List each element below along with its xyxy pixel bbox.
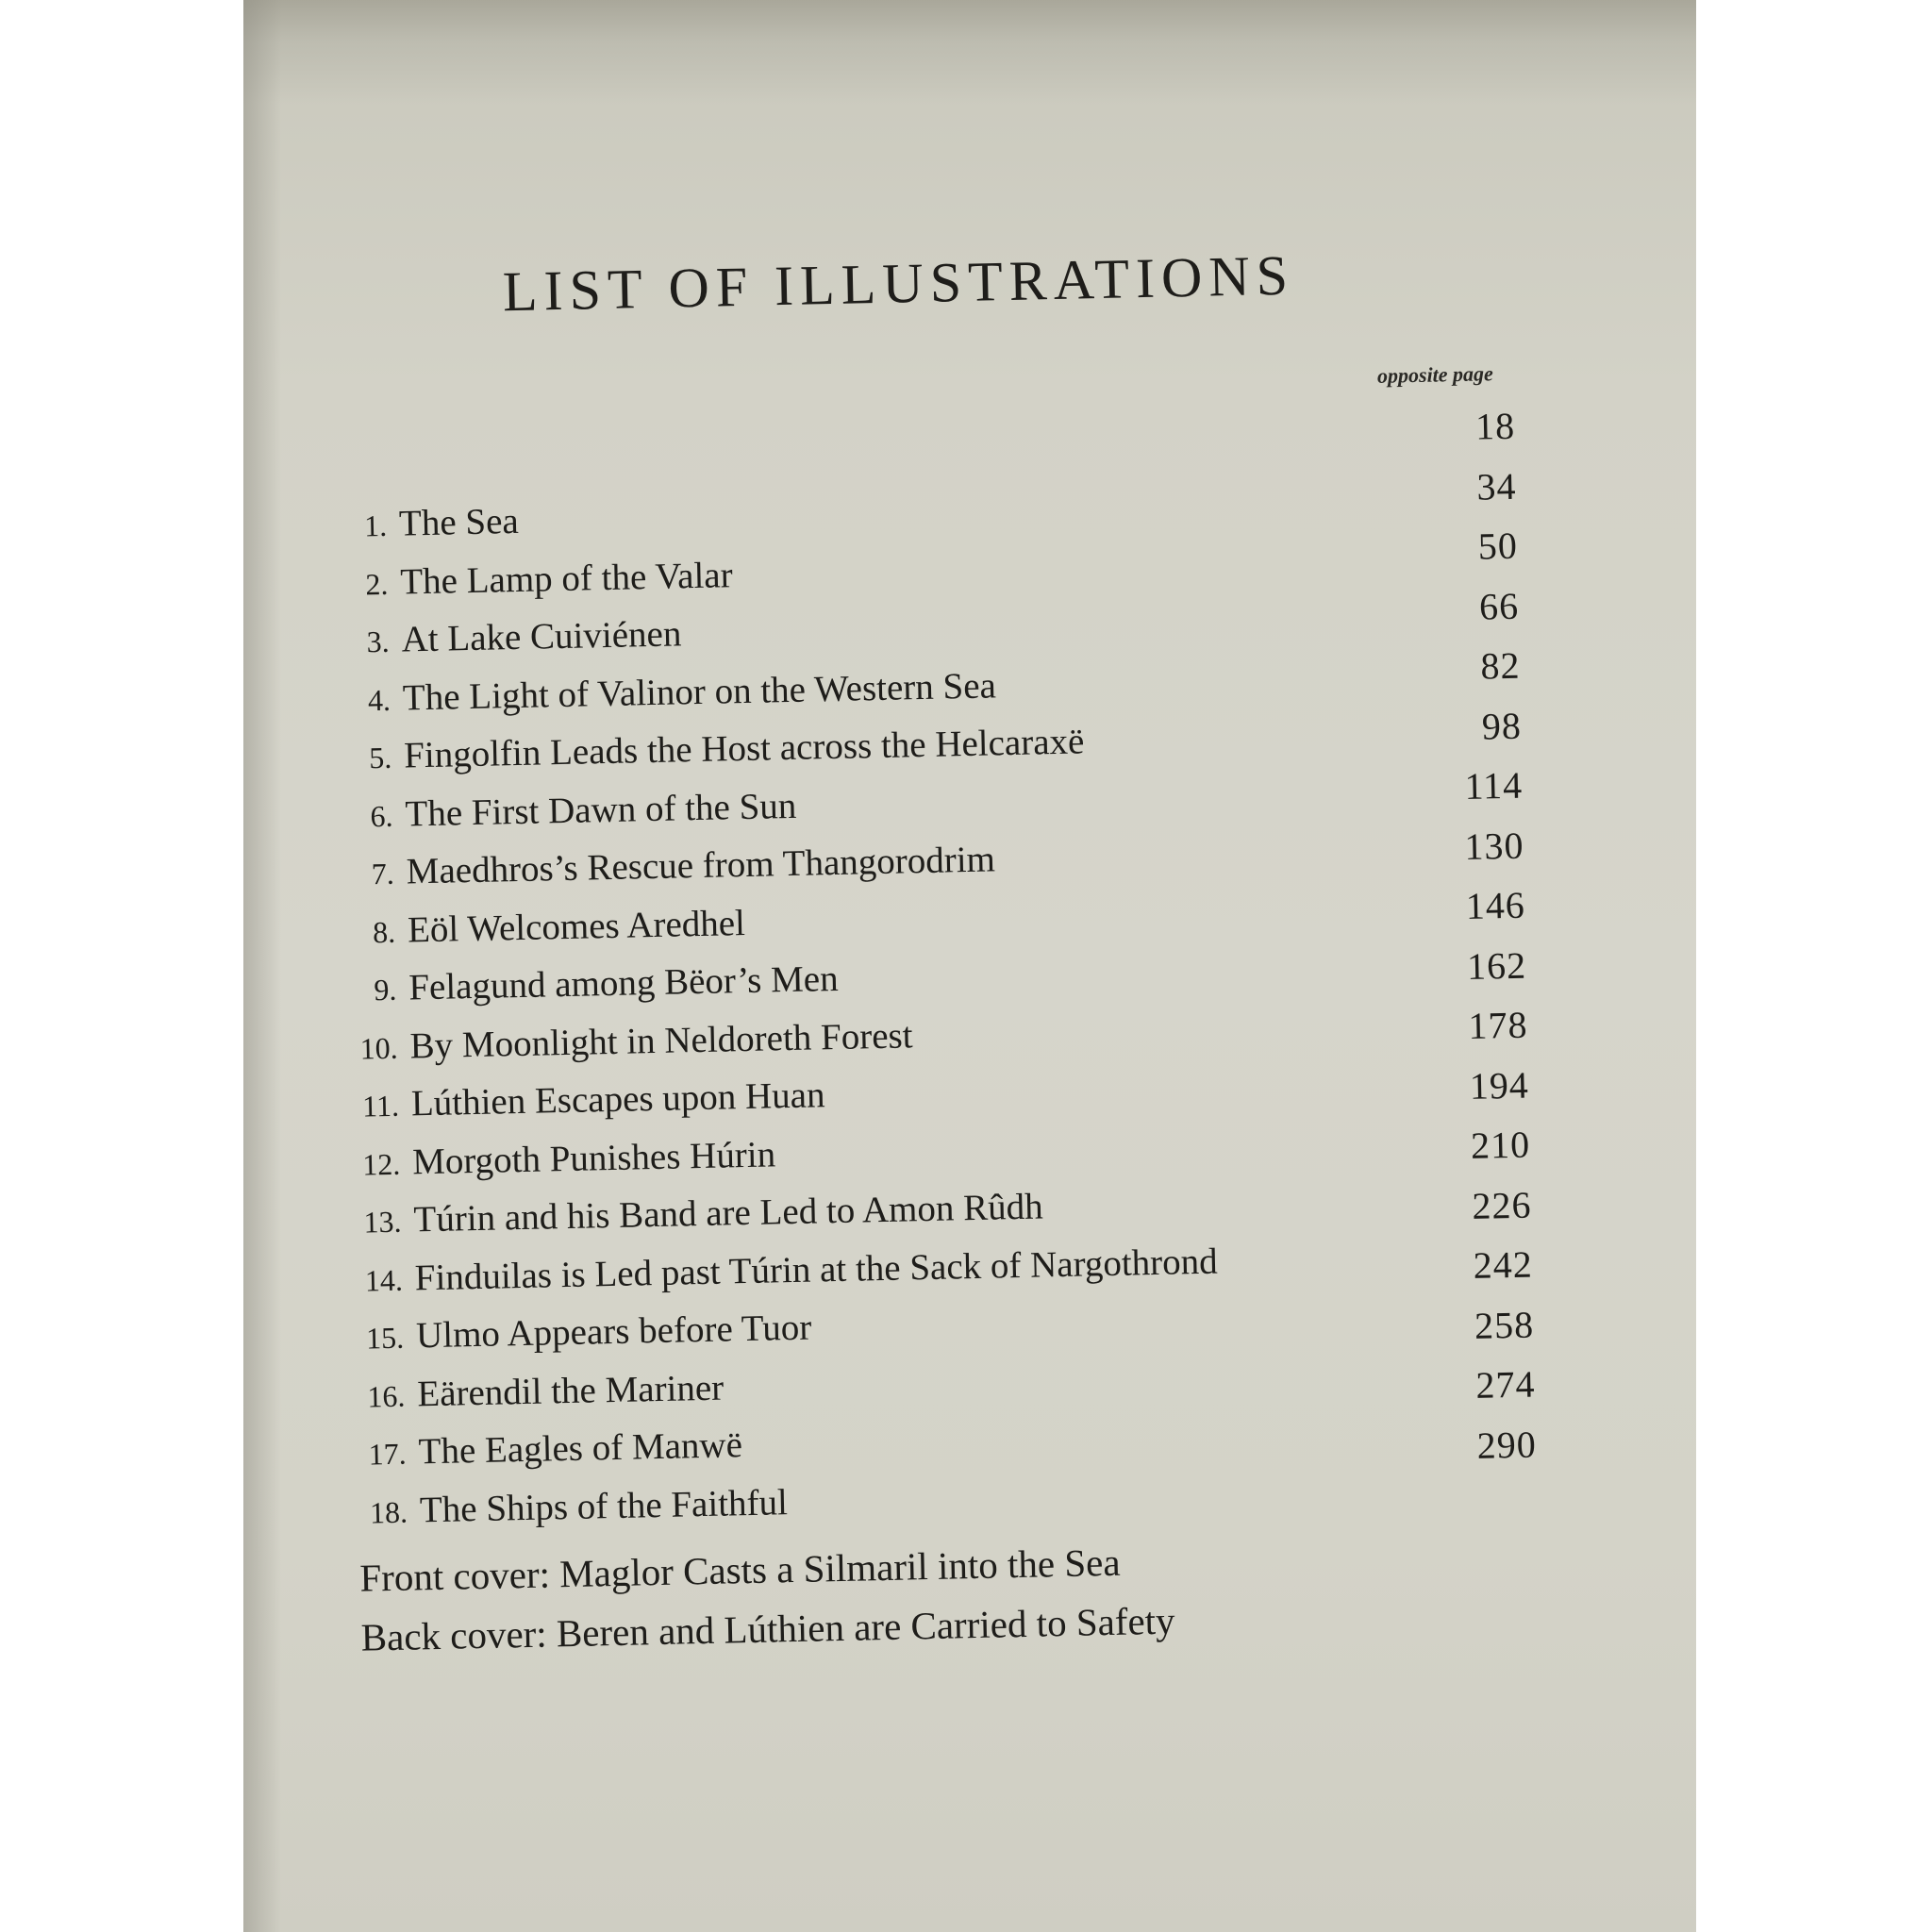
page-number: 226 — [1471, 1183, 1532, 1227]
page-title: LIST OF ILLUSTRATIONS — [502, 243, 1295, 324]
back-cover-note: Back cover: Beren and Lúthien are Carried to Safety — [360, 1598, 1175, 1659]
illustration-number: 1. — [363, 508, 388, 543]
illustration-title: Eärendil the Mariner — [416, 1367, 724, 1414]
illustration-number: 11. — [361, 1088, 400, 1124]
illustration-number: 12. — [361, 1146, 401, 1182]
page-number: 34 — [1476, 464, 1517, 508]
illustration-title: Ulmo Appears before Tuor — [415, 1307, 812, 1357]
illustration-title: Felagund among Bëor’s Men — [408, 958, 840, 1008]
illustration-number: 6. — [370, 798, 393, 833]
book-page-photo — [243, 0, 1696, 1932]
illustration-title: The First Dawn of the Sun — [405, 785, 797, 834]
illustration-number: 10. — [359, 1030, 399, 1066]
illustration-title: The Eagles of Manwë — [418, 1424, 743, 1473]
page-number: 162 — [1466, 943, 1527, 988]
page-number: 258 — [1474, 1303, 1535, 1347]
illustration-number: 2. — [364, 566, 389, 601]
illustration-number: 14. — [364, 1262, 404, 1297]
page-number: 82 — [1479, 643, 1521, 688]
front-cover-note: Front cover: Maglor Casts a Silmaril into the Sea — [358, 1540, 1121, 1600]
illustration-number: 8. — [372, 914, 396, 949]
page-number: 194 — [1469, 1063, 1530, 1108]
illustration-number: 7. — [371, 856, 395, 891]
illustration-number: 13. — [363, 1204, 402, 1240]
page-number: 242 — [1473, 1242, 1534, 1287]
page-number: 130 — [1463, 824, 1524, 868]
page-number: 18 — [1474, 404, 1516, 448]
illustration-number: 18. — [369, 1494, 408, 1529]
illustration-title: Eöl Welcomes Aredhel — [407, 902, 746, 950]
page-number: 274 — [1474, 1362, 1536, 1407]
illustration-number: 3. — [366, 624, 391, 659]
page-number: 50 — [1477, 524, 1519, 568]
illustration-title: Túrin and his Band are Led to Amon Rûdh — [413, 1186, 1044, 1241]
illustration-number: 4. — [367, 682, 391, 717]
column-heading-opposite-page: opposite page — [1376, 361, 1494, 388]
illustration-title: Morgoth Punishes Húrin — [411, 1133, 776, 1182]
page-number: 114 — [1464, 763, 1524, 808]
illustration-title: The Light of Valinor on the Western Sea — [402, 664, 997, 719]
illustration-title: Maedhros’s Rescue from Thangorodrim — [406, 839, 996, 892]
illustration-title: The Ships of the Faithful — [419, 1481, 789, 1530]
illustration-title: At Lake Cuiviénen — [401, 613, 682, 660]
page-number: 178 — [1467, 1003, 1528, 1047]
illustration-title: The Sea — [398, 500, 520, 544]
illustration-title: Finduilas is Led past Túrin at the Sack of Nargothrond — [414, 1241, 1219, 1298]
page-content — [243, 0, 1696, 1932]
illustration-title: Lúthien Escapes upon Huan — [410, 1074, 825, 1124]
illustration-title: Fingolfin Leads the Host across the Helcaraxë — [403, 721, 1085, 776]
illustration-title: By Moonlight in Neldoreth Forest — [409, 1014, 913, 1066]
page-number: 98 — [1481, 704, 1523, 748]
illustration-number: 5. — [368, 740, 392, 775]
illustration-number: 9. — [374, 972, 397, 1008]
illustration-title: The Lamp of the Valar — [399, 554, 734, 603]
illustration-number: 17. — [368, 1436, 408, 1472]
page-number: 210 — [1470, 1123, 1531, 1167]
page-number: 146 — [1465, 883, 1526, 927]
page-number: 290 — [1476, 1423, 1538, 1467]
illustration-number: 15. — [365, 1320, 405, 1356]
page-number: 66 — [1478, 584, 1520, 628]
illustration-number: 16. — [367, 1378, 406, 1413]
